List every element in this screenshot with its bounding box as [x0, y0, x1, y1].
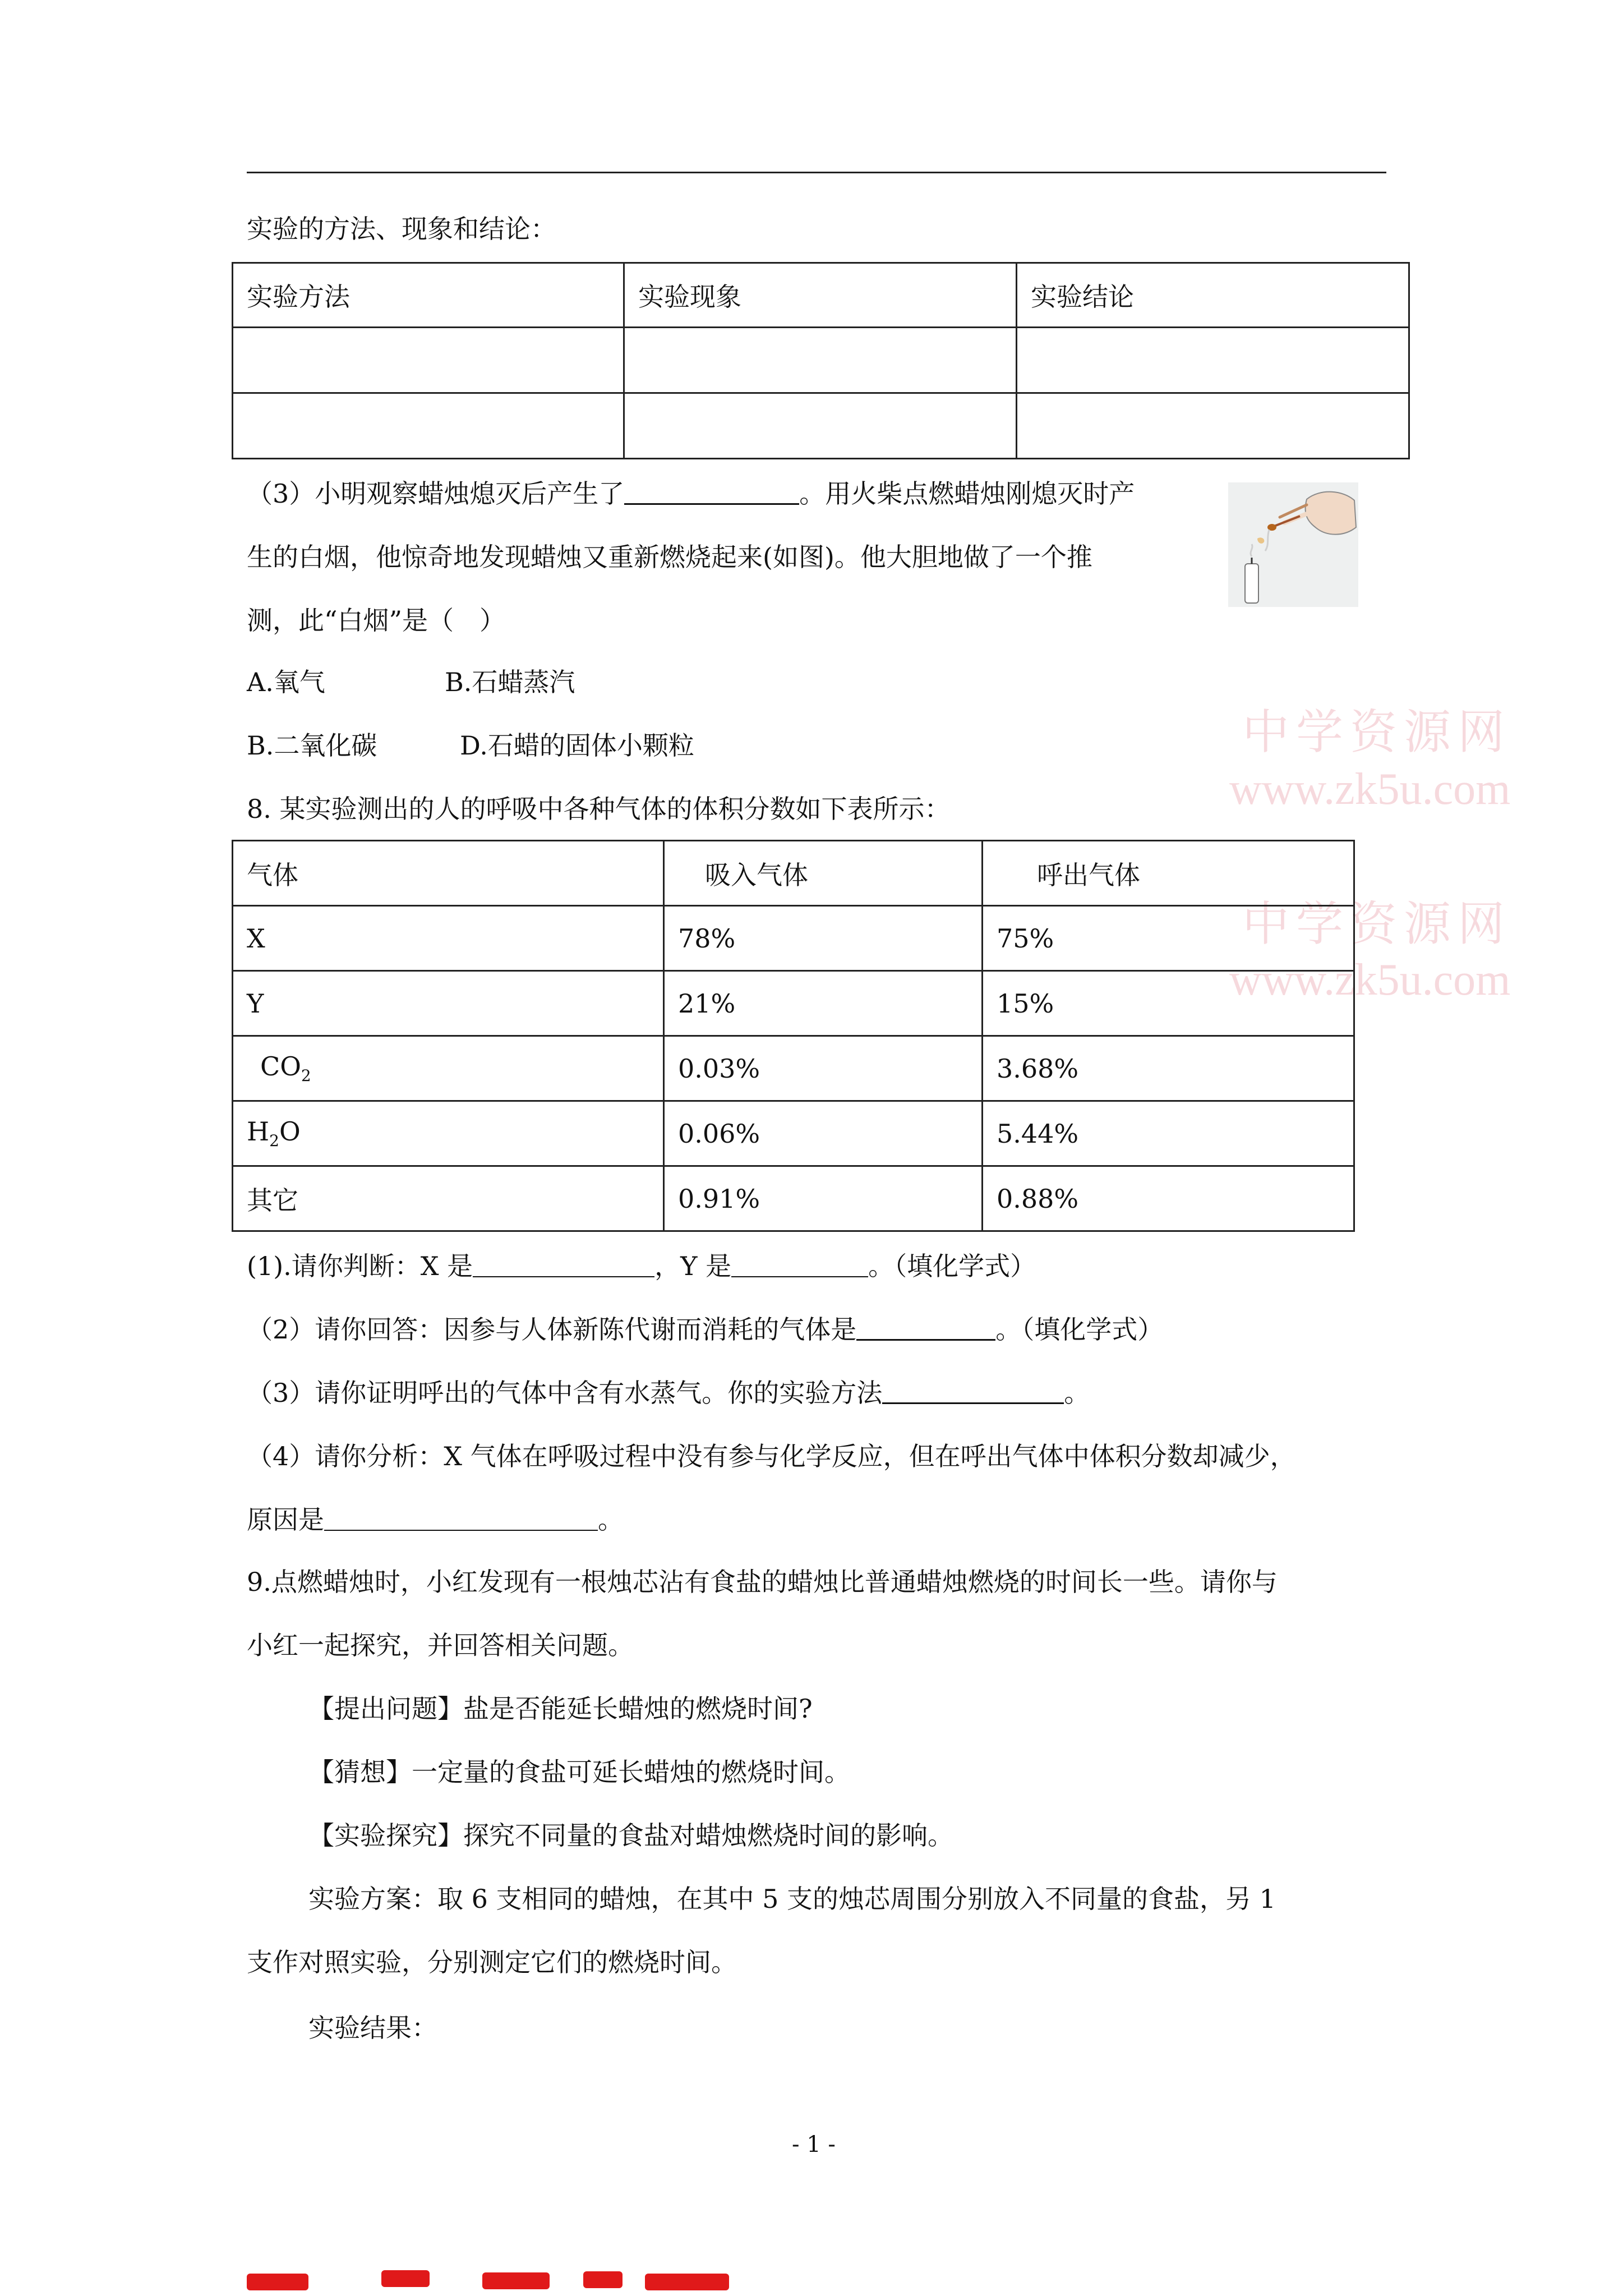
- red-stamp-fragment: [645, 2274, 729, 2290]
- exhaled-value: 75%: [983, 906, 1354, 971]
- q3-text-b: 。用火柴点燃蜡烛刚熄灭时产: [799, 478, 1135, 509]
- table-cell: [1017, 393, 1409, 459]
- page-number: - 1 -: [792, 2132, 836, 2157]
- exhaled-value: 5.44%: [983, 1101, 1354, 1166]
- gas-name: [233, 1101, 664, 1166]
- gas-formula: H: [247, 1116, 270, 1147]
- gas-formula: CO: [260, 1051, 301, 1082]
- q8-part3-text-a: （3）请你证明呼出的气体中含有水蒸气。你的实验方法: [247, 1378, 883, 1408]
- inhaled-value: 78%: [664, 906, 983, 971]
- method-table-row: [233, 393, 1409, 459]
- q8-part2: [247, 1314, 1164, 1345]
- q8-part4-text-a: 原因是: [247, 1504, 324, 1535]
- table-row: [233, 1101, 1354, 1166]
- q9-plan-line2: 支作对照实验，分别测定它们的燃烧时间。: [247, 1947, 737, 1977]
- gas-formula-subscript: 2: [269, 1131, 279, 1151]
- q3-option-b: B.石蜡蒸汽: [445, 667, 575, 697]
- q8-part1: [247, 1253, 1036, 1279]
- q8-part3-text-b: 。: [1064, 1378, 1090, 1408]
- red-stamp-fragment: [247, 2274, 308, 2290]
- method-table-header-row: [233, 263, 1409, 328]
- inhaled-value: 0.03%: [664, 1036, 983, 1101]
- header-gas: 气体: [233, 841, 664, 906]
- gas-table-header-row: [233, 841, 1354, 906]
- answer-blank: [856, 1317, 995, 1341]
- red-stamp-fragment: [482, 2272, 550, 2289]
- q8-part4-text-b: 。: [598, 1504, 624, 1535]
- method-table: [232, 262, 1410, 459]
- table-row: [233, 1036, 1354, 1101]
- q8-part3: [247, 1380, 1090, 1406]
- q8-part1-text-a: (1).请你判断：X 是: [247, 1251, 473, 1281]
- q9-question: 【提出问题】盐是否能延长蜡烛的燃烧时间?: [308, 1694, 813, 1724]
- q8-part4-line1: （4）请你分析：X 气体在呼吸过程中没有参与化学反应，但在呼出气体中体积分数却减少，: [247, 1441, 1296, 1471]
- q3-text-a: （3）小明观察蜡烛熄灭后产生了: [247, 478, 625, 509]
- q9-inquiry: 【实验探究】探究不同量的食盐对蜡烛燃烧时间的影响。: [308, 1820, 953, 1851]
- q9-result: 实验结果：: [308, 2013, 437, 2043]
- inhaled-value: 0.91%: [664, 1166, 983, 1231]
- red-stamp-fragment: [583, 2271, 623, 2288]
- candle-match-illustration: [1228, 482, 1358, 607]
- header-method: 实验方法: [233, 263, 624, 328]
- bottom-stamp-strip: [0, 2263, 1623, 2296]
- watermark-url: www.zk5u.com: [1229, 765, 1511, 814]
- watermark-url: www.zk5u.com: [1229, 955, 1511, 1005]
- answer-blank: [882, 1380, 1064, 1404]
- answer-blank: [473, 1254, 654, 1277]
- q9-line2: 小红一起探究，并回答相关问题。: [247, 1630, 634, 1660]
- table-cell: [233, 328, 624, 393]
- q8-part1-text-c: 。（填化学式）: [868, 1251, 1036, 1281]
- q9-plan-line1: 实验方案：取 6 支相同的蜡烛，在其中 5 支的烛芯周围分别放入不同量的食盐，另 1: [308, 1884, 1276, 1914]
- exhaled-value: 3.68%: [983, 1036, 1354, 1101]
- answer-blank: [731, 1254, 868, 1277]
- inhaled-value: 21%: [664, 971, 983, 1036]
- gas-formula-tail: O: [279, 1116, 301, 1147]
- method-table-row: [233, 328, 1409, 393]
- watermark-text: 中学资源网: [1242, 707, 1512, 759]
- table-cell: [1017, 328, 1409, 393]
- table-row: [233, 971, 1354, 1036]
- table-row: [233, 1166, 1354, 1231]
- q3-line3: 测，此“白烟”是（ ）: [247, 605, 506, 636]
- q8-part4-line2: [247, 1504, 624, 1535]
- table-cell: [624, 393, 1017, 459]
- q8-part2-text-a: （2）请你回答：因参与人体新陈代谢而消耗的气体是: [247, 1314, 857, 1345]
- table-row: [233, 906, 1354, 971]
- gas-name: Y: [233, 971, 664, 1036]
- gas-name: X: [233, 906, 664, 971]
- inhaled-value: 0.06%: [664, 1101, 983, 1166]
- header-inhaled: 吸入气体: [664, 841, 983, 906]
- q3-option-c: B.二氧化碳: [247, 730, 377, 761]
- q3-option-a: A.氧气: [247, 667, 325, 697]
- header-rule: [247, 172, 1386, 173]
- answer-blank: [324, 1507, 598, 1531]
- q9-line1: 9.点燃蜡烛时，小红发现有一根烛芯沾有食盐的蜡烛比普通蜡烛燃烧的时间长一些。请你与: [247, 1567, 1278, 1597]
- header-conclusion: 实验结论: [1017, 263, 1409, 328]
- q3-option-d: D.石蜡的固体小颗粒: [460, 730, 694, 761]
- q3-line1: [247, 478, 1135, 509]
- breath-gas-table: [232, 840, 1355, 1232]
- q8-part2-text-b: 。（填化学式）: [995, 1314, 1164, 1345]
- answer-blank: [624, 481, 799, 505]
- q8-stem: 8. 某实验测出的人的呼吸中各种气体的体积分数如下表所示：: [247, 794, 951, 824]
- table-cell: [233, 393, 624, 459]
- exhaled-value: 15%: [983, 971, 1354, 1036]
- section-title: 实验的方法、现象和结论：: [247, 214, 556, 244]
- q9-hypothesis: 【猜想】一定量的食盐可延长蜡烛的燃烧时间。: [308, 1757, 850, 1787]
- q3-line2: 生的白烟，他惊奇地发现蜡烛又重新燃烧起来(如图)。他大胆地做了一个推: [247, 542, 1092, 572]
- watermark-text: 中学资源网: [1242, 899, 1512, 951]
- gas-name: [233, 1036, 664, 1101]
- exhaled-value: 0.88%: [983, 1166, 1354, 1231]
- table-cell: [624, 328, 1017, 393]
- header-exhaled: 呼出气体: [983, 841, 1354, 906]
- red-stamp-fragment: [381, 2270, 430, 2287]
- gas-name: 其它: [233, 1166, 664, 1231]
- gas-formula-subscript: 2: [301, 1066, 311, 1085]
- header-phenomenon: 实验现象: [624, 263, 1017, 328]
- q8-part1-text-b: ，Y 是: [654, 1251, 732, 1281]
